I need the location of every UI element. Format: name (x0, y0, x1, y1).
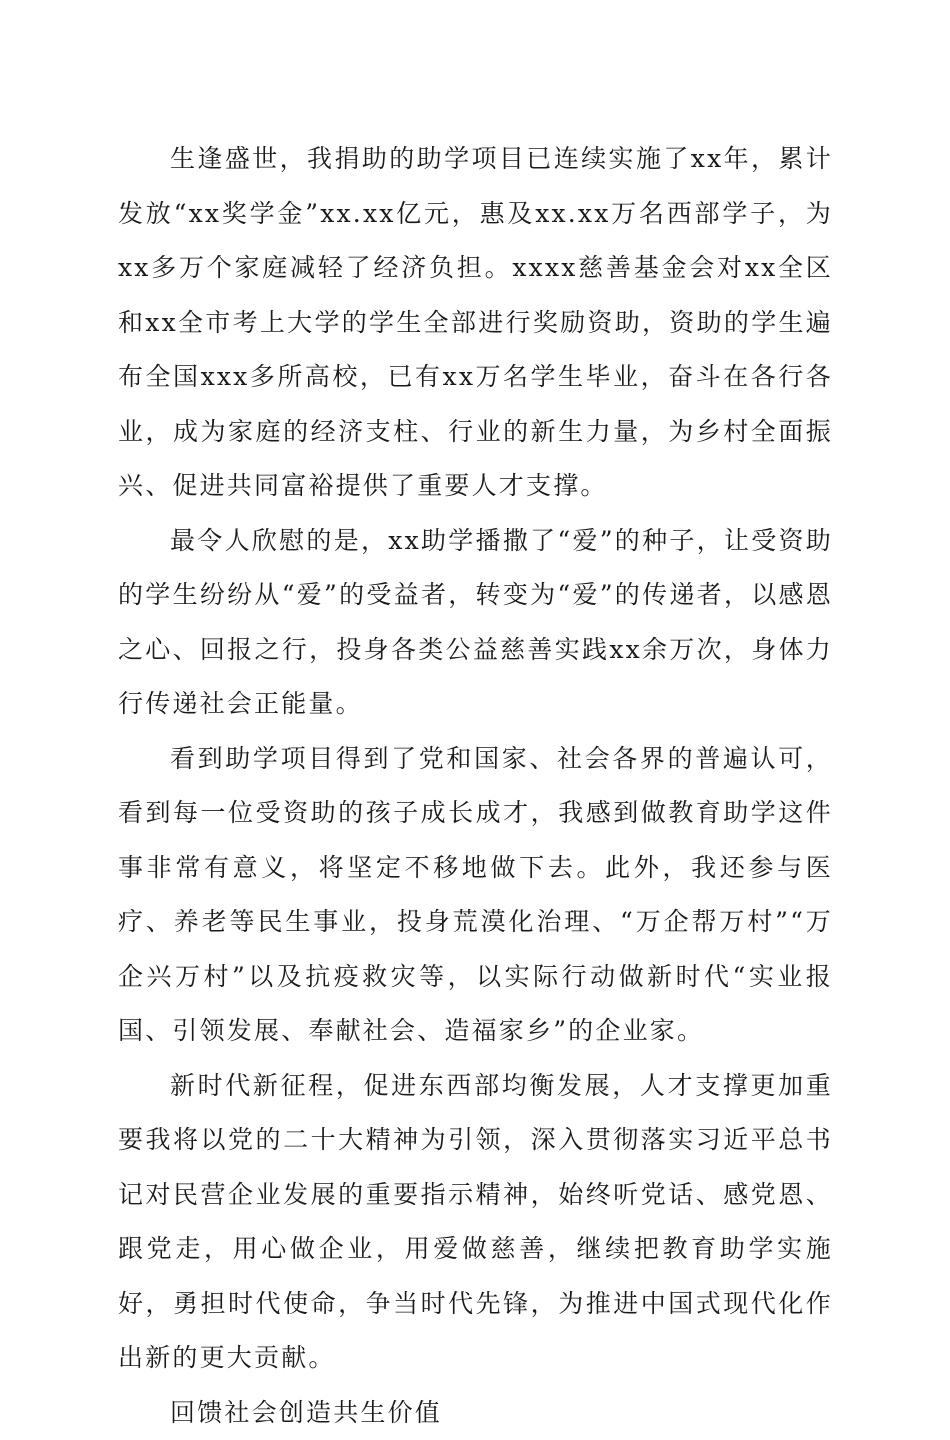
paragraph-scholarship-results: 生逢盛世，我捐助的助学项目已连续实施了xx年，累计发放“xx奖学金”xx.xx亿元，惠及xx.xx万名西部学子，为xx多万个家庭减轻了经济负担。xxxx慈善基金会对xx全区和xx全市考上大学的学生全部进行奖励资助，资助的学生遍布全国xxx多所高校，已有xx万名学生毕业，奋斗在各行各业，成为家庭的经济支柱、行业的新生力量，为乡村全面振兴、促进共同富裕提供了重要人才支撑。 (118, 132, 833, 514)
section-heading: 回馈社会创造共生价值 (118, 1386, 833, 1440)
paragraph-new-era: 新时代新征程，促进东西部均衡发展，人才支撑更加重要我将以党的二十大精神为引领，深入贯彻落实习近平总书记对民营企业发展的重要指示精神，始终听党话、感党恩、跟党走，用心做企业，用爱做慈善，继续把教育助学实施好，勇担时代使命，争当时代先锋，为推进中国式现代化作出新的更大贡献。 (118, 1059, 833, 1386)
paragraph-recognition: 看到助学项目得到了党和国家、社会各界的普遍认可，看到每一位受资助的孩子成长成才，我感到做教育助学这件事非常有意义，将坚定不移地做下去。此外，我还参与医疗、养老等民生事业，投身荒漠化治理、“万企帮万村”“万企兴万村”以及抗疫救灾等，以实际行动做新时代“实业报国、引领发展、奉献社会、造福家乡”的企业家。 (118, 732, 833, 1059)
paragraph-spreading-love: 最令人欣慰的是，xx助学播撒了“爱”的种子，让受资助的学生纷纷从“爱”的受益者，转变为“爱”的传递者，以感恩之心、回报之行，投身各类公益慈善实践xx余万次，身体力行传递社会正能量。 (118, 514, 833, 732)
document-body (118, 132, 833, 1440)
